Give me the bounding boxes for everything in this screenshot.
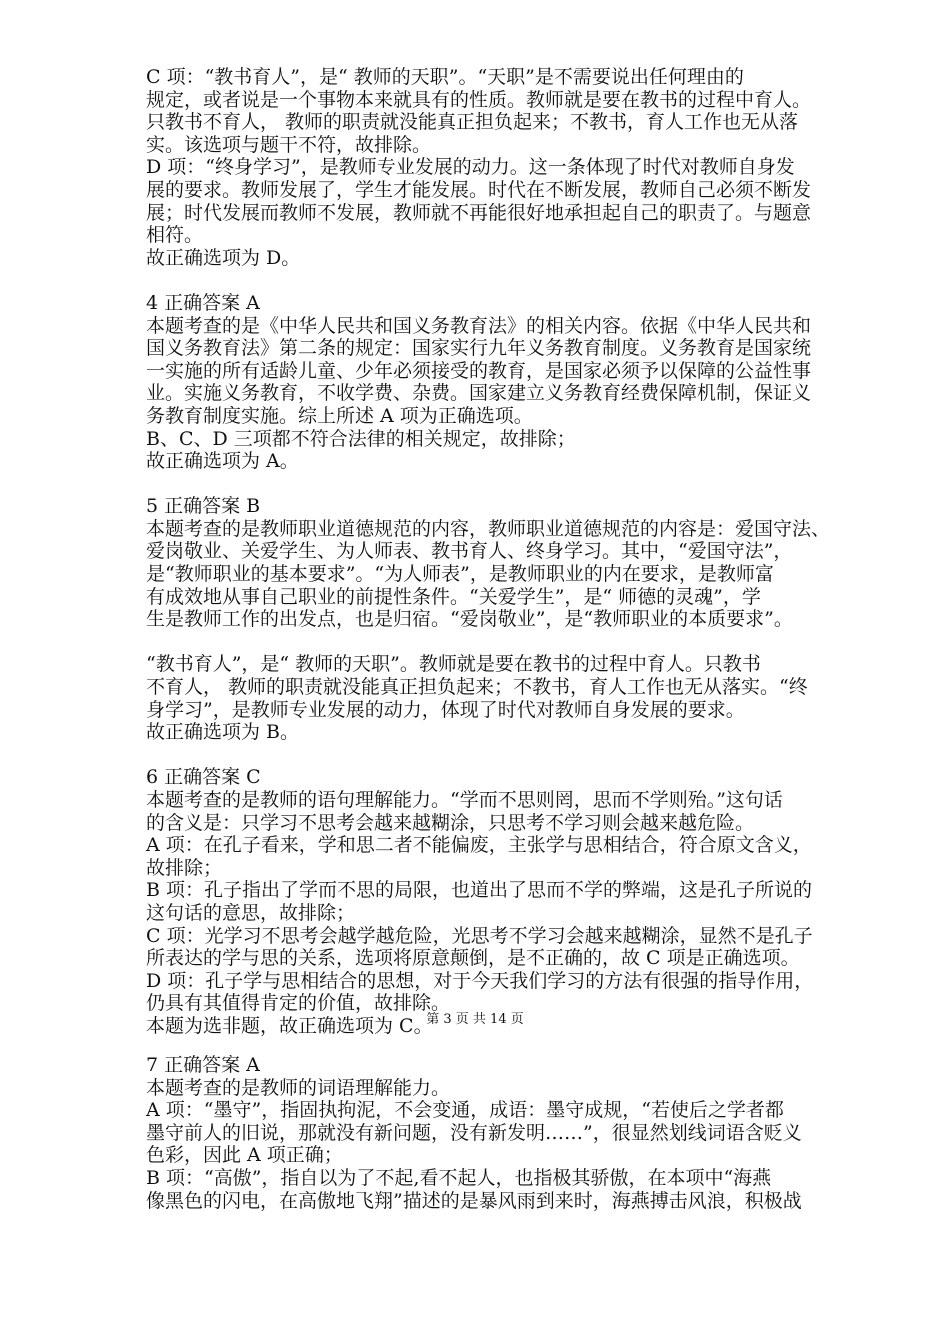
answer-heading-4: 4 正确答案 A [146, 291, 260, 314]
text-line: 生是教师工作的出发点，也是归宿。“爱岗敬业”，是“教师职业的本质要求”。 [146, 608, 793, 631]
text-line: B、C、D 三项都不符合法律的相关规定，故排除； [146, 427, 576, 450]
text-line: D 项：“终身学习”，是教师专业发展的动力。这一条体现了时代对教师自身发 [146, 156, 795, 179]
text-line: 故正确选项为 A。 [146, 450, 299, 473]
text-line: 展的要求。教师发展了，学生才能发展。时代在不断发展，教师自己必须不断发 [146, 178, 812, 201]
page-footer: 第 3 页 共 14 页 [426, 1012, 524, 1027]
text-line: C 项：“教书育人”，是“ 教师的天职”。“天职”是不需要说出任何理由的 [146, 66, 744, 88]
text-line: 所表达的学与思的关系，选项将原意颠倒，是不正确的，故 C 项是正确选项。 [146, 947, 800, 970]
blank-line [146, 473, 814, 496]
text-line: A 项：在孔子看来，学和思二者不能偏废，主张学与思相结合，符合原文含义， [146, 834, 812, 857]
text-line: 实。该选项与题干不符，故排除。 [146, 133, 432, 156]
text-line: 本题为选非题，故正确选项为 C。 [146, 1014, 433, 1037]
answer-heading-6: 6 正确答案 C [146, 766, 261, 789]
answer-heading-7: 7 正确答案 A [146, 1054, 260, 1076]
text-line: D 项：孔子学与思相结合的思想，对于今天我们学习的方法有很强的指导作用， [146, 969, 814, 992]
document-body-part2 [146, 1054, 814, 1212]
text-line: 展；时代发展而教师不发展，教师就不再能很好地承担起自己的职责了。与题意 [146, 201, 812, 224]
text-line: 是“教师职业的基本要求”。“为人师表”，是教师职业的内在要求，是教师富 [146, 563, 774, 586]
text-line: “教书育人”，是“ 教师的天职”。教师就是要在教书的过程中育人。只教书 [146, 653, 761, 676]
text-line: 这句话的意思，故排除； [146, 901, 356, 924]
text-line: 的含义是：只学习不思考会越来越糊涂，只思考不学习则会越来越危险。 [146, 811, 755, 834]
answer-heading-5: 5 正确答案 B [146, 495, 261, 518]
text-line: 一实施的所有适龄儿童、少年必须接受的教育，是国家必须予以保障的公益性事 [146, 359, 812, 382]
text-line: 务教育制度实施。综上所述 A 项为正确选项。 [146, 404, 533, 427]
text-line: 故正确选项为 D。 [146, 246, 301, 269]
text-line: 本题考查的是教师职业道德规范的内容，教师职业道德规范的内容是：爱国守法、 [146, 517, 831, 540]
text-line: 本题考查的是《中华人民共和国义务教育法》的相关内容。依据《中华人民共和 [146, 314, 812, 337]
text-line: B 项：“高傲”，指自以为了不起,看不起人，也指极其骄傲，在本项中“海燕 [146, 1166, 772, 1189]
text-line: C 项：光学习不思考会越学越危险，光思考不学习会越来越糊涂，显然不是孔子 [146, 924, 813, 947]
text-line: 故正确选项为 B。 [146, 721, 300, 744]
blank-line [146, 269, 814, 292]
text-line: 国义务教育法》第二条的规定：国家实行九年义务教育制度。义务教育是国家统 [146, 337, 812, 360]
text-line: 爱岗敬业、关爱学生、为人师表、教书育人、终身学习。其中，“爱国守法”， [146, 540, 793, 563]
text-line: 色彩，因此 A 项正确； [146, 1144, 343, 1167]
text-line: 身学习”，是教师专业发展的动力，体现了时代对教师自身发展的要求。 [146, 698, 745, 721]
text-line: 相符。 [146, 224, 204, 247]
text-line: 业。实施义务教育，不收学费、杂费。国家建立义务教育经费保障机制，保证义 [146, 382, 812, 405]
text-line: A 项：“墨守”，指固执拘泥，不会变通，成语：墨守成规，“若使后之学者都 [146, 1099, 784, 1122]
blank-line [146, 631, 814, 654]
blank-line [146, 744, 814, 767]
text-line: 仍具有其值得肯定的价值，故排除。 [146, 992, 451, 1015]
text-line: 规定，或者说是一个事物本来就具有的性质。教师就是要在教书的过程中育人。 [146, 88, 812, 111]
text-line: 墨守前人的旧说，那就没有新问题，没有新发明……”，很显然划线词语含贬义 [146, 1121, 802, 1144]
text-line: 本题考查的是教师的语句理解能力。“学而不思则罔，思而不学则殆。”这句话 [146, 789, 783, 811]
text-line: B 项：孔子指出了学而不思的局限，也道出了思而不学的弊端，这是孔子所说的 [146, 879, 813, 902]
text-line: 像黑色的闪电，在高傲地飞翔”描述的是暴风雨到来时，海燕搏击风浪，积极战 [146, 1189, 802, 1212]
text-line: 只教书不育人， 教师的职责就没能真正担负起来；不教书，育人工作也无从落 [146, 111, 799, 134]
text-line: 不育人， 教师的职责就没能真正担负起来；不教书，育人工作也无从落实。“终 [146, 676, 808, 699]
document-body-part1 [146, 66, 831, 1038]
text-line: 有成效地从事自己职业的前提性条件。“关爱学生”，是“ 师德的灵魂”，学 [146, 585, 761, 608]
text-line: 本题考查的是教师的词语理解能力。 [146, 1076, 451, 1099]
text-line: 故排除； [146, 856, 223, 879]
